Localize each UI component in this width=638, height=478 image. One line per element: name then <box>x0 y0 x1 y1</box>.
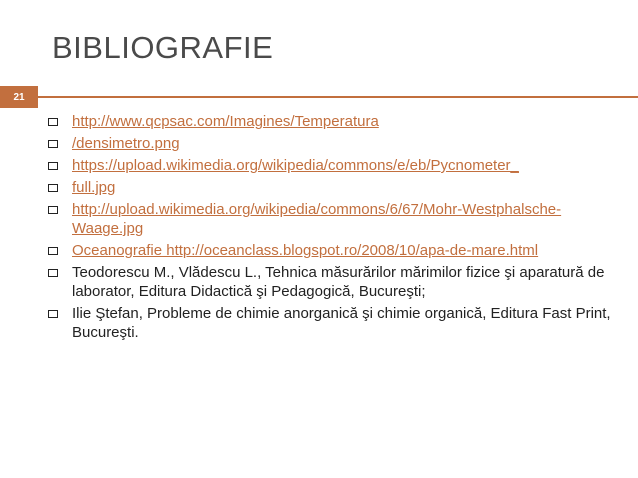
reference-link[interactable]: /densimetro.png <box>72 135 180 152</box>
slide-number: 21 <box>0 86 38 108</box>
square-bullet-icon <box>48 140 58 148</box>
reference-link[interactable]: full.jpg <box>72 179 116 196</box>
reference-text: Teodorescu M., Vlădescu L., Tehnica măsurărilor mărimilor fizice şi aparatură de laborator, Editura Didactică şi Pedagogică, Bucureşti; <box>72 264 605 300</box>
reference-link[interactable]: Oceanografie http://oceanclass.blogspot.ro/2008/10/apa-de-mare.html <box>72 242 539 259</box>
square-bullet-icon <box>48 118 58 126</box>
slide-title: BIBLIOGRAFIE <box>52 30 274 65</box>
reference-link[interactable]: https://upload.wikimedia.org/wikipedia/commons/e/eb/Pycnometer_ <box>72 157 519 174</box>
list-item <box>48 134 628 153</box>
square-bullet-icon <box>48 247 58 255</box>
square-bullet-icon <box>48 269 58 277</box>
square-bullet-icon <box>48 310 58 318</box>
reference-link[interactable]: http://www.qcpsac.com/Imagines/Temperatura <box>72 113 379 130</box>
square-bullet-icon <box>48 184 58 192</box>
reference-text: Ilie Ştefan, Probleme de chimie anorganică şi chimie organică, Editura Fast Print, Bucureşti. <box>72 305 611 341</box>
list-item <box>48 200 628 238</box>
list-item <box>48 304 628 342</box>
list-item <box>48 178 628 197</box>
list-item <box>48 112 628 131</box>
list-item <box>48 241 628 260</box>
square-bullet-icon <box>48 162 58 170</box>
title-divider <box>38 96 638 98</box>
square-bullet-icon <box>48 206 58 214</box>
list-item <box>48 156 628 175</box>
bibliography-list <box>48 112 628 345</box>
list-item <box>48 263 628 301</box>
reference-link[interactable]: http://upload.wikimedia.org/wikipedia/commons/6/67/Mohr-Westphalsche-Waage.jpg <box>72 201 562 237</box>
